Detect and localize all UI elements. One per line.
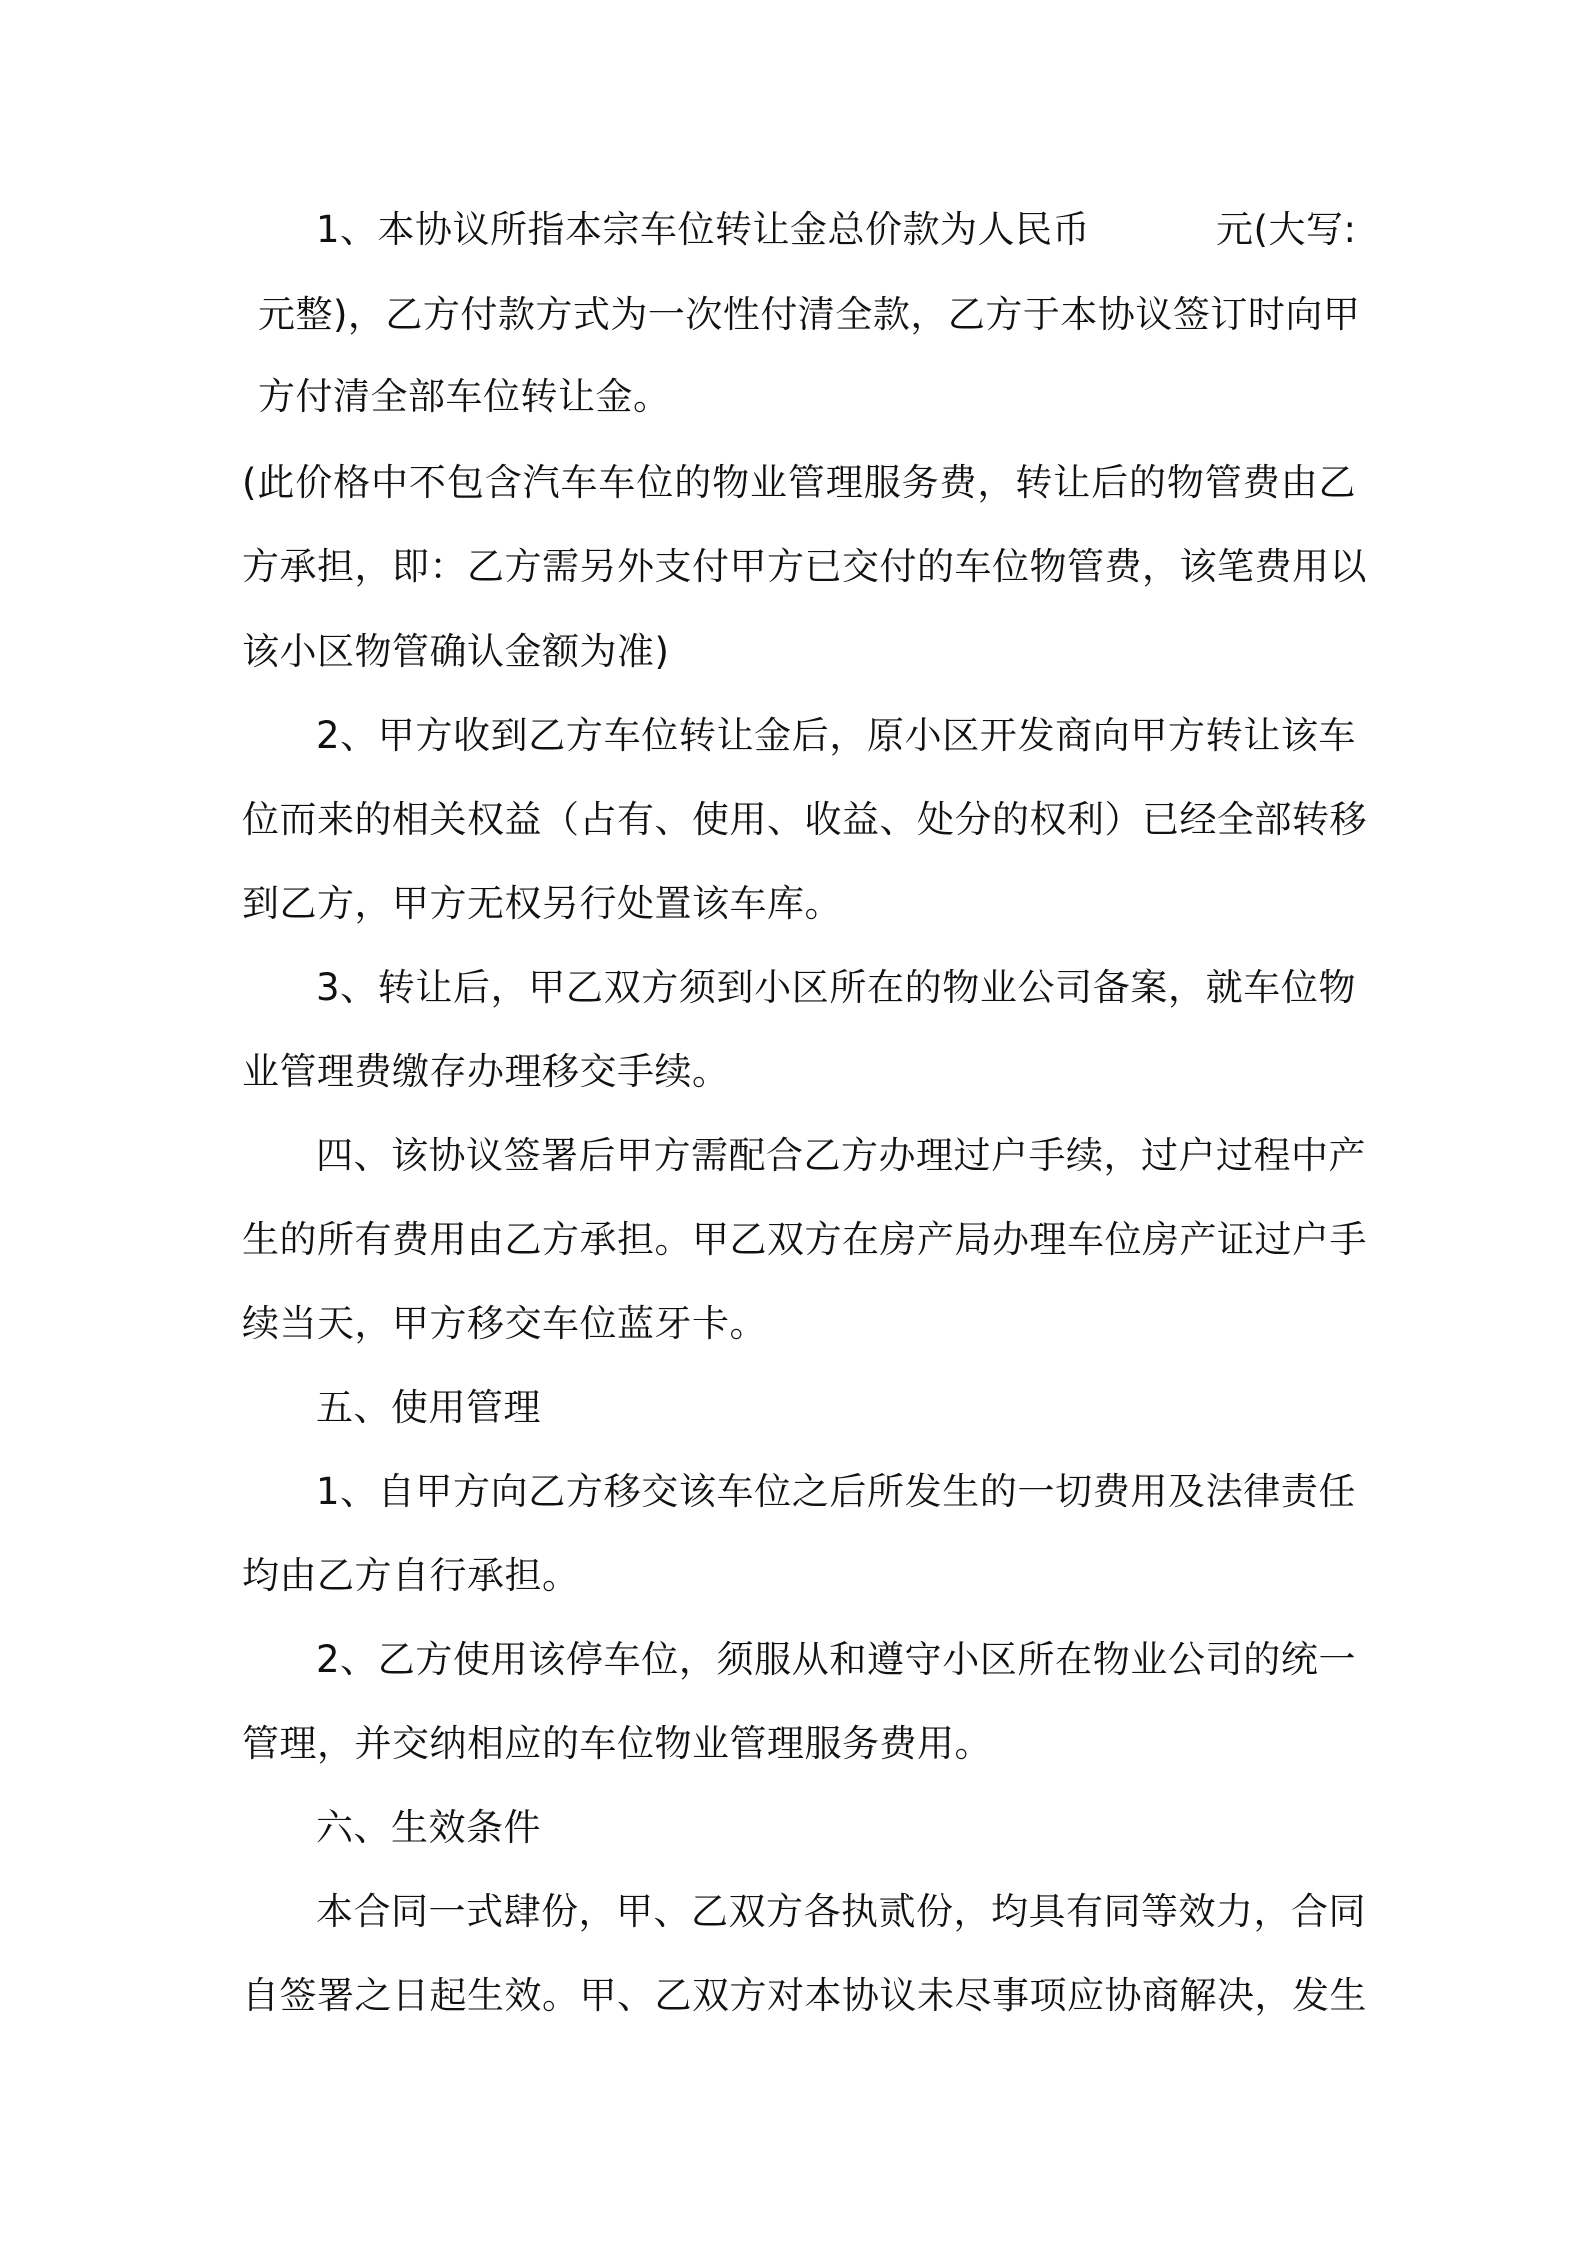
clause-1-line-1: [316, 205, 1356, 255]
section-5-heading: 五、使用管理: [316, 1386, 541, 1429]
section-6-line-2: 自签署之日起生效。甲、乙双方对本协议未尽事项应协商解决，发生: [242, 1974, 1367, 2017]
price-note-line-2: 方承担，即：乙方需另外支付甲方已交付的车位物管费，该笔费用以: [242, 545, 1367, 588]
clause-2-line-3: 到乙方，甲方无权另行处置该车库。: [242, 882, 842, 925]
price-note-line-1: (此价格中不包含汽车车位的物业管理服务费，转让后的物管费由乙: [242, 461, 1356, 504]
section-5-item-2-line-1: 2、乙方使用该停车位，须服从和遵守小区所在物业公司的统一: [316, 1638, 1356, 1681]
clause-2-line-1: 2、甲方收到乙方车位转让金后，原小区开发商向甲方转让该车: [316, 714, 1356, 757]
section-6-heading: 六、生效条件: [316, 1806, 541, 1849]
section-4-line-2: 生的所有费用由乙方承担。甲乙双方在房产局办理车位房产证过户手: [242, 1218, 1367, 1261]
price-note-line-3: 该小区物管确认金额为准): [242, 630, 670, 673]
clause-3-line-2: 业管理费缴存办理移交手续。: [242, 1050, 730, 1093]
clause-1-text-before-blank: 1、本协议所指本宗车位转让金总价款为人民币: [316, 208, 1091, 251]
section-5-item-1-line-1: 1、自甲方向乙方移交该车位之后所发生的一切费用及法律责任: [316, 1470, 1356, 1513]
clause-1-line-3: 方付清全部车位转让金。: [258, 375, 671, 418]
section-4-line-3: 续当天，甲方移交车位蓝牙卡。: [242, 1302, 767, 1345]
clause-1-text-after-blank: 元(大写:: [1216, 208, 1357, 251]
section-5-item-2-line-2: 管理，并交纳相应的车位物业管理服务费用。: [242, 1722, 992, 1765]
clause-2-line-2: 位而来的相关权益（占有、使用、收益、处分的权利）已经全部转移: [242, 798, 1367, 841]
clause-3-line-1: 3、转让后，甲乙双方须到小区所在的物业公司备案，就车位物: [316, 966, 1356, 1009]
clause-1-line-2: 元整)，乙方付款方式为一次性付清全款，乙方于本协议签订时向甲: [258, 293, 1361, 336]
section-6-line-1: 本合同一式肆份，甲、乙双方各执贰份，均具有同等效力，合同: [316, 1890, 1366, 1933]
section-4-line-1: 四、该协议签署后甲方需配合乙方办理过户手续，过户过程中产: [316, 1134, 1366, 1177]
section-5-item-1-line-2: 均由乙方自行承担。: [242, 1554, 580, 1597]
